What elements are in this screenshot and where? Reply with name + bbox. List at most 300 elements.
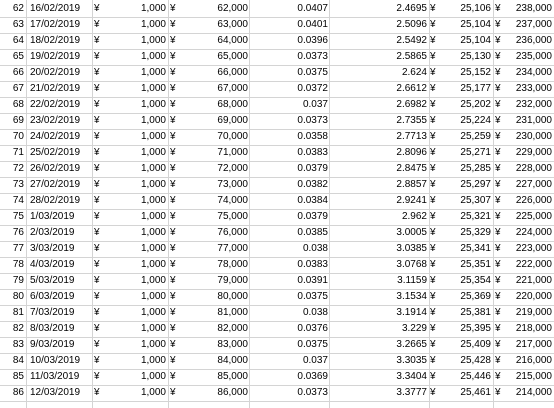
- value-cell[interactable]: 3.229: [401, 323, 427, 334]
- currency-symbol[interactable]: ¥: [495, 195, 501, 206]
- amount-cell[interactable]: 1,000: [140, 3, 166, 14]
- currency-symbol[interactable]: ¥: [94, 387, 100, 398]
- currency-symbol[interactable]: ¥: [430, 243, 436, 254]
- currency-symbol[interactable]: ¥: [430, 355, 436, 366]
- unit-value-cell[interactable]: 25,177: [460, 83, 491, 94]
- date-cell[interactable]: 26/02/2019: [30, 163, 81, 174]
- currency-symbol[interactable]: ¥: [94, 163, 100, 174]
- currency-symbol[interactable]: ¥: [170, 115, 176, 126]
- currency-symbol[interactable]: ¥: [94, 115, 100, 126]
- currency-symbol[interactable]: ¥: [170, 51, 176, 62]
- currency-symbol[interactable]: ¥: [94, 131, 100, 142]
- row-index[interactable]: 74: [12, 195, 24, 206]
- cumulative-cell[interactable]: 72,000: [217, 163, 248, 174]
- value-cell[interactable]: 2.624: [401, 67, 427, 78]
- amount-cell[interactable]: 1,000: [140, 291, 166, 302]
- total-cell[interactable]: 230,000: [515, 131, 552, 142]
- cumulative-cell[interactable]: 79,000: [217, 275, 248, 286]
- amount-cell[interactable]: 1,000: [140, 147, 166, 158]
- cumulative-cell[interactable]: 75,000: [217, 211, 248, 222]
- unit-value-cell[interactable]: 25,104: [460, 19, 491, 30]
- amount-cell[interactable]: 1,000: [140, 163, 166, 174]
- currency-symbol[interactable]: ¥: [495, 3, 501, 14]
- amount-cell[interactable]: 1,000: [140, 227, 166, 238]
- currency-symbol[interactable]: ¥: [495, 99, 501, 110]
- value-cell[interactable]: 3.1534: [396, 291, 427, 302]
- currency-symbol[interactable]: ¥: [495, 67, 501, 78]
- value-cell[interactable]: 2.8475: [396, 163, 427, 174]
- currency-symbol[interactable]: ¥: [430, 179, 436, 190]
- row-index[interactable]: 64: [12, 35, 24, 46]
- rate-cell[interactable]: 0.0379: [297, 163, 328, 174]
- rate-cell[interactable]: 0.037: [302, 99, 328, 110]
- currency-symbol[interactable]: ¥: [495, 19, 501, 30]
- cumulative-cell[interactable]: 66,000: [217, 67, 248, 78]
- amount-cell[interactable]: 1,000: [140, 99, 166, 110]
- amount-cell[interactable]: 1,000: [140, 115, 166, 126]
- date-cell[interactable]: 23/02/2019: [30, 115, 81, 126]
- row-index[interactable]: 65: [12, 51, 24, 62]
- currency-symbol[interactable]: ¥: [170, 3, 176, 14]
- rate-cell[interactable]: 0.038: [302, 243, 328, 254]
- row-index[interactable]: 62: [12, 3, 24, 14]
- currency-symbol[interactable]: ¥: [170, 83, 176, 94]
- cumulative-cell[interactable]: 82,000: [217, 323, 248, 334]
- unit-value-cell[interactable]: 25,461: [460, 387, 491, 398]
- cumulative-cell[interactable]: 78,000: [217, 259, 248, 270]
- unit-value-cell[interactable]: 25,285: [460, 163, 491, 174]
- row-index[interactable]: 79: [12, 275, 24, 286]
- row-index[interactable]: 75: [12, 211, 24, 222]
- currency-symbol[interactable]: ¥: [94, 307, 100, 318]
- rate-cell[interactable]: 0.0358: [297, 131, 328, 142]
- unit-value-cell[interactable]: 25,354: [460, 275, 491, 286]
- currency-symbol[interactable]: ¥: [170, 195, 176, 206]
- date-cell[interactable]: 1/03/2019: [30, 211, 75, 222]
- currency-symbol[interactable]: ¥: [430, 275, 436, 286]
- date-cell[interactable]: 7/03/2019: [30, 307, 75, 318]
- currency-symbol[interactable]: ¥: [430, 227, 436, 238]
- row-index[interactable]: 77: [12, 243, 24, 254]
- row-index[interactable]: 73: [12, 179, 24, 190]
- date-cell[interactable]: 5/03/2019: [30, 275, 75, 286]
- rate-cell[interactable]: 0.0391: [297, 275, 328, 286]
- row-index[interactable]: 84: [12, 355, 24, 366]
- unit-value-cell[interactable]: 25,259: [460, 131, 491, 142]
- date-cell[interactable]: 19/02/2019: [30, 51, 81, 62]
- date-cell[interactable]: 11/03/2019: [30, 371, 80, 382]
- currency-symbol[interactable]: ¥: [170, 19, 176, 30]
- rate-cell[interactable]: 0.0382: [297, 179, 328, 190]
- cumulative-cell[interactable]: 76,000: [217, 227, 248, 238]
- value-cell[interactable]: 2.9241: [396, 195, 427, 206]
- cumulative-cell[interactable]: 69,000: [217, 115, 248, 126]
- row-index[interactable]: 85: [12, 371, 24, 382]
- currency-symbol[interactable]: ¥: [430, 371, 436, 382]
- value-cell[interactable]: 3.0768: [396, 259, 427, 270]
- row-index[interactable]: 71: [12, 147, 24, 158]
- cumulative-cell[interactable]: 74,000: [217, 195, 248, 206]
- currency-symbol[interactable]: ¥: [495, 323, 501, 334]
- amount-cell[interactable]: 1,000: [140, 371, 166, 382]
- unit-value-cell[interactable]: 25,341: [460, 243, 491, 254]
- unit-value-cell[interactable]: 25,202: [460, 99, 491, 110]
- currency-symbol[interactable]: ¥: [94, 275, 100, 286]
- currency-symbol[interactable]: ¥: [430, 19, 436, 30]
- currency-symbol[interactable]: ¥: [170, 147, 176, 158]
- unit-value-cell[interactable]: 25,369: [460, 291, 491, 302]
- total-cell[interactable]: 216,000: [515, 355, 552, 366]
- amount-cell[interactable]: 1,000: [140, 35, 166, 46]
- amount-cell[interactable]: 1,000: [140, 339, 166, 350]
- cumulative-cell[interactable]: 64,000: [217, 35, 248, 46]
- total-cell[interactable]: 219,000: [515, 307, 552, 318]
- rate-cell[interactable]: 0.0384: [297, 195, 328, 206]
- currency-symbol[interactable]: ¥: [495, 339, 501, 350]
- value-cell[interactable]: 3.0385: [396, 243, 427, 254]
- value-cell[interactable]: 3.3777: [396, 387, 427, 398]
- currency-symbol[interactable]: ¥: [495, 131, 501, 142]
- cumulative-cell[interactable]: 70,000: [217, 131, 248, 142]
- unit-value-cell[interactable]: 25,428: [460, 355, 491, 366]
- date-cell[interactable]: 2/03/2019: [30, 227, 75, 238]
- currency-symbol[interactable]: ¥: [94, 3, 100, 14]
- total-cell[interactable]: 238,000: [515, 3, 552, 14]
- currency-symbol[interactable]: ¥: [495, 51, 501, 62]
- currency-symbol[interactable]: ¥: [430, 163, 436, 174]
- unit-value-cell[interactable]: 25,395: [460, 323, 491, 334]
- currency-symbol[interactable]: ¥: [495, 83, 501, 94]
- date-cell[interactable]: 10/03/2019: [30, 355, 81, 366]
- rate-cell[interactable]: 0.0407: [297, 3, 328, 14]
- unit-value-cell[interactable]: 25,307: [460, 195, 491, 206]
- cumulative-cell[interactable]: 84,000: [217, 355, 248, 366]
- currency-symbol[interactable]: ¥: [170, 35, 176, 46]
- currency-symbol[interactable]: ¥: [94, 195, 100, 206]
- row-index[interactable]: 68: [12, 99, 24, 110]
- value-cell[interactable]: 2.4695: [396, 3, 427, 14]
- total-cell[interactable]: 218,000: [515, 323, 552, 334]
- cumulative-cell[interactable]: 80,000: [217, 291, 248, 302]
- currency-symbol[interactable]: ¥: [170, 259, 176, 270]
- total-cell[interactable]: 220,000: [515, 291, 552, 302]
- total-cell[interactable]: 232,000: [515, 99, 552, 110]
- currency-symbol[interactable]: ¥: [495, 211, 501, 222]
- rate-cell[interactable]: 0.0376: [297, 323, 328, 334]
- cumulative-cell[interactable]: 86,000: [217, 387, 248, 398]
- value-cell[interactable]: 2.5492: [396, 35, 427, 46]
- total-cell[interactable]: 233,000: [515, 83, 552, 94]
- currency-symbol[interactable]: ¥: [430, 51, 436, 62]
- currency-symbol[interactable]: ¥: [94, 83, 100, 94]
- currency-symbol[interactable]: ¥: [430, 307, 436, 318]
- total-cell[interactable]: 214,000: [515, 387, 552, 398]
- currency-symbol[interactable]: ¥: [170, 179, 176, 190]
- amount-cell[interactable]: 1,000: [140, 355, 166, 366]
- currency-symbol[interactable]: ¥: [495, 307, 501, 318]
- amount-cell[interactable]: 1,000: [140, 179, 166, 190]
- row-index[interactable]: 63: [12, 19, 24, 30]
- date-cell[interactable]: 28/02/2019: [30, 195, 81, 206]
- currency-symbol[interactable]: ¥: [94, 243, 100, 254]
- unit-value-cell[interactable]: 25,381: [460, 307, 491, 318]
- currency-symbol[interactable]: ¥: [495, 355, 501, 366]
- amount-cell[interactable]: 1,000: [140, 323, 166, 334]
- unit-value-cell[interactable]: 25,106: [460, 3, 491, 14]
- unit-value-cell[interactable]: 25,152: [460, 67, 491, 78]
- unit-value-cell[interactable]: 25,446: [460, 371, 491, 382]
- currency-symbol[interactable]: ¥: [170, 291, 176, 302]
- total-cell[interactable]: 237,000: [515, 19, 552, 30]
- currency-symbol[interactable]: ¥: [170, 323, 176, 334]
- date-cell[interactable]: 6/03/2019: [30, 291, 75, 302]
- rate-cell[interactable]: 0.0383: [297, 147, 328, 158]
- amount-cell[interactable]: 1,000: [140, 243, 166, 254]
- currency-symbol[interactable]: ¥: [170, 355, 176, 366]
- currency-symbol[interactable]: ¥: [430, 259, 436, 270]
- total-cell[interactable]: 229,000: [515, 147, 552, 158]
- date-cell[interactable]: 20/02/2019: [30, 67, 81, 78]
- currency-symbol[interactable]: ¥: [430, 291, 436, 302]
- row-index[interactable]: 82: [12, 323, 24, 334]
- cumulative-cell[interactable]: 62,000: [217, 3, 248, 14]
- unit-value-cell[interactable]: 25,224: [460, 115, 491, 126]
- date-cell[interactable]: 27/02/2019: [30, 179, 81, 190]
- currency-symbol[interactable]: ¥: [430, 115, 436, 126]
- currency-symbol[interactable]: ¥: [94, 147, 100, 158]
- row-index[interactable]: 83: [12, 339, 24, 350]
- cumulative-cell[interactable]: 68,000: [217, 99, 248, 110]
- currency-symbol[interactable]: ¥: [430, 131, 436, 142]
- unit-value-cell[interactable]: 25,409: [460, 339, 491, 350]
- total-cell[interactable]: 234,000: [515, 67, 552, 78]
- currency-symbol[interactable]: ¥: [94, 355, 100, 366]
- unit-value-cell[interactable]: 25,104: [460, 35, 491, 46]
- date-cell[interactable]: 3/03/2019: [30, 243, 75, 254]
- row-index[interactable]: 67: [12, 83, 24, 94]
- total-cell[interactable]: 222,000: [515, 259, 552, 270]
- table-row[interactable]: [0, 384, 554, 402]
- currency-symbol[interactable]: ¥: [430, 147, 436, 158]
- rate-cell[interactable]: 0.0375: [297, 291, 328, 302]
- total-cell[interactable]: 226,000: [515, 195, 552, 206]
- rate-cell[interactable]: 0.0369: [297, 371, 328, 382]
- unit-value-cell[interactable]: 25,329: [460, 227, 491, 238]
- unit-value-cell[interactable]: 25,297: [460, 179, 491, 190]
- currency-symbol[interactable]: ¥: [430, 99, 436, 110]
- rate-cell[interactable]: 0.0396: [297, 35, 328, 46]
- currency-symbol[interactable]: ¥: [94, 35, 100, 46]
- currency-symbol[interactable]: ¥: [430, 323, 436, 334]
- total-cell[interactable]: 235,000: [515, 51, 552, 62]
- amount-cell[interactable]: 1,000: [140, 259, 166, 270]
- currency-symbol[interactable]: ¥: [94, 211, 100, 222]
- value-cell[interactable]: 2.7355: [396, 115, 427, 126]
- date-cell[interactable]: 24/02/2019: [30, 131, 81, 142]
- rate-cell[interactable]: 0.0373: [297, 387, 328, 398]
- currency-symbol[interactable]: ¥: [430, 211, 436, 222]
- currency-symbol[interactable]: ¥: [170, 67, 176, 78]
- currency-symbol[interactable]: ¥: [170, 163, 176, 174]
- rate-cell[interactable]: 0.0372: [297, 83, 328, 94]
- cumulative-cell[interactable]: 65,000: [217, 51, 248, 62]
- row-index[interactable]: 76: [12, 227, 24, 238]
- total-cell[interactable]: 221,000: [515, 275, 552, 286]
- currency-symbol[interactable]: ¥: [94, 179, 100, 190]
- cumulative-cell[interactable]: 73,000: [217, 179, 248, 190]
- currency-symbol[interactable]: ¥: [170, 275, 176, 286]
- amount-cell[interactable]: 1,000: [140, 195, 166, 206]
- cumulative-cell[interactable]: 83,000: [217, 339, 248, 350]
- rate-cell[interactable]: 0.0379: [297, 211, 328, 222]
- currency-symbol[interactable]: ¥: [170, 371, 176, 382]
- cumulative-cell[interactable]: 67,000: [217, 83, 248, 94]
- rate-cell[interactable]: 0.037: [302, 355, 328, 366]
- date-cell[interactable]: 8/03/2019: [30, 323, 75, 334]
- total-cell[interactable]: 215,000: [515, 371, 552, 382]
- value-cell[interactable]: 2.8096: [396, 147, 427, 158]
- amount-cell[interactable]: 1,000: [140, 307, 166, 318]
- currency-symbol[interactable]: ¥: [430, 387, 436, 398]
- currency-symbol[interactable]: ¥: [94, 51, 100, 62]
- total-cell[interactable]: 227,000: [515, 179, 552, 190]
- currency-symbol[interactable]: ¥: [430, 35, 436, 46]
- amount-cell[interactable]: 1,000: [140, 83, 166, 94]
- date-cell[interactable]: 4/03/2019: [30, 259, 75, 270]
- value-cell[interactable]: 3.3404: [396, 371, 427, 382]
- currency-symbol[interactable]: ¥: [430, 83, 436, 94]
- currency-symbol[interactable]: ¥: [495, 179, 501, 190]
- currency-symbol[interactable]: ¥: [170, 131, 176, 142]
- currency-symbol[interactable]: ¥: [170, 99, 176, 110]
- currency-symbol[interactable]: ¥: [94, 67, 100, 78]
- currency-symbol[interactable]: ¥: [495, 259, 501, 270]
- row-index[interactable]: 81: [12, 307, 24, 318]
- currency-symbol[interactable]: ¥: [170, 339, 176, 350]
- row-index[interactable]: 70: [12, 131, 24, 142]
- currency-symbol[interactable]: ¥: [94, 227, 100, 238]
- rate-cell[interactable]: 0.0373: [297, 51, 328, 62]
- amount-cell[interactable]: 1,000: [140, 211, 166, 222]
- currency-symbol[interactable]: ¥: [495, 227, 501, 238]
- value-cell[interactable]: 3.2665: [396, 339, 427, 350]
- cumulative-cell[interactable]: 63,000: [217, 19, 248, 30]
- currency-symbol[interactable]: ¥: [495, 275, 501, 286]
- currency-symbol[interactable]: ¥: [94, 323, 100, 334]
- unit-value-cell[interactable]: 25,271: [460, 147, 491, 158]
- total-cell[interactable]: 231,000: [515, 115, 552, 126]
- unit-value-cell[interactable]: 25,130: [460, 51, 491, 62]
- amount-cell[interactable]: 1,000: [140, 51, 166, 62]
- row-index[interactable]: 72: [12, 163, 24, 174]
- currency-symbol[interactable]: ¥: [170, 227, 176, 238]
- currency-symbol[interactable]: ¥: [430, 3, 436, 14]
- currency-symbol[interactable]: ¥: [495, 371, 501, 382]
- rate-cell[interactable]: 0.038: [302, 307, 328, 318]
- value-cell[interactable]: 3.3035: [396, 355, 427, 366]
- amount-cell[interactable]: 1,000: [140, 67, 166, 78]
- unit-value-cell[interactable]: 25,351: [460, 259, 491, 270]
- row-index[interactable]: 86: [12, 387, 24, 398]
- value-cell[interactable]: 3.1914: [396, 307, 427, 318]
- currency-symbol[interactable]: ¥: [495, 387, 501, 398]
- cumulative-cell[interactable]: 85,000: [217, 371, 248, 382]
- value-cell[interactable]: 2.7713: [396, 131, 427, 142]
- rate-cell[interactable]: 0.0375: [297, 339, 328, 350]
- total-cell[interactable]: 217,000: [515, 339, 552, 350]
- currency-symbol[interactable]: ¥: [94, 371, 100, 382]
- row-index[interactable]: 66: [12, 67, 24, 78]
- total-cell[interactable]: 224,000: [515, 227, 552, 238]
- currency-symbol[interactable]: ¥: [94, 99, 100, 110]
- value-cell[interactable]: 2.5865: [396, 51, 427, 62]
- currency-symbol[interactable]: ¥: [495, 163, 501, 174]
- cumulative-cell[interactable]: 77,000: [217, 243, 248, 254]
- cumulative-cell[interactable]: 81,000: [217, 307, 248, 318]
- date-cell[interactable]: 17/02/2019: [30, 19, 81, 30]
- currency-symbol[interactable]: ¥: [94, 291, 100, 302]
- rate-cell[interactable]: 0.0401: [297, 19, 328, 30]
- rate-cell[interactable]: 0.0383: [297, 259, 328, 270]
- currency-symbol[interactable]: ¥: [170, 243, 176, 254]
- currency-symbol[interactable]: ¥: [430, 339, 436, 350]
- date-cell[interactable]: 22/02/2019: [30, 99, 81, 110]
- row-index[interactable]: 80: [12, 291, 24, 302]
- currency-symbol[interactable]: ¥: [94, 339, 100, 350]
- date-cell[interactable]: 21/02/2019: [30, 83, 81, 94]
- amount-cell[interactable]: 1,000: [140, 131, 166, 142]
- value-cell[interactable]: 2.6612: [396, 83, 427, 94]
- currency-symbol[interactable]: ¥: [170, 307, 176, 318]
- amount-cell[interactable]: 1,000: [140, 275, 166, 286]
- value-cell[interactable]: 2.8857: [396, 179, 427, 190]
- value-cell[interactable]: 2.6982: [396, 99, 427, 110]
- total-cell[interactable]: 225,000: [515, 211, 552, 222]
- total-cell[interactable]: 223,000: [515, 243, 552, 254]
- row-index[interactable]: 69: [12, 115, 24, 126]
- rate-cell[interactable]: 0.0373: [297, 115, 328, 126]
- amount-cell[interactable]: 1,000: [140, 387, 166, 398]
- currency-symbol[interactable]: ¥: [430, 67, 436, 78]
- value-cell[interactable]: 3.1159: [397, 275, 427, 286]
- value-cell[interactable]: 2.5096: [396, 19, 427, 30]
- currency-symbol[interactable]: ¥: [94, 259, 100, 270]
- currency-symbol[interactable]: ¥: [495, 291, 501, 302]
- currency-symbol[interactable]: ¥: [170, 387, 176, 398]
- value-cell[interactable]: 3.0005: [396, 227, 427, 238]
- total-cell[interactable]: 228,000: [515, 163, 552, 174]
- currency-symbol[interactable]: ¥: [94, 19, 100, 30]
- currency-symbol[interactable]: ¥: [495, 147, 501, 158]
- rate-cell[interactable]: 0.0375: [297, 67, 328, 78]
- value-cell[interactable]: 2.962: [401, 211, 427, 222]
- date-cell[interactable]: 25/02/2019: [30, 147, 81, 158]
- date-cell[interactable]: 16/02/2019: [30, 3, 81, 14]
- currency-symbol[interactable]: ¥: [495, 243, 501, 254]
- rate-cell[interactable]: 0.0385: [297, 227, 328, 238]
- amount-cell[interactable]: 1,000: [140, 19, 166, 30]
- currency-symbol[interactable]: ¥: [495, 35, 501, 46]
- date-cell[interactable]: 9/03/2019: [30, 339, 75, 350]
- currency-symbol[interactable]: ¥: [430, 195, 436, 206]
- date-cell[interactable]: 12/03/2019: [30, 387, 81, 398]
- date-cell[interactable]: 18/02/2019: [30, 35, 81, 46]
- currency-symbol[interactable]: ¥: [495, 115, 501, 126]
- cumulative-cell[interactable]: 71,000: [217, 147, 248, 158]
- unit-value-cell[interactable]: 25,321: [460, 211, 491, 222]
- total-cell[interactable]: 236,000: [515, 35, 552, 46]
- currency-symbol[interactable]: ¥: [170, 211, 176, 222]
